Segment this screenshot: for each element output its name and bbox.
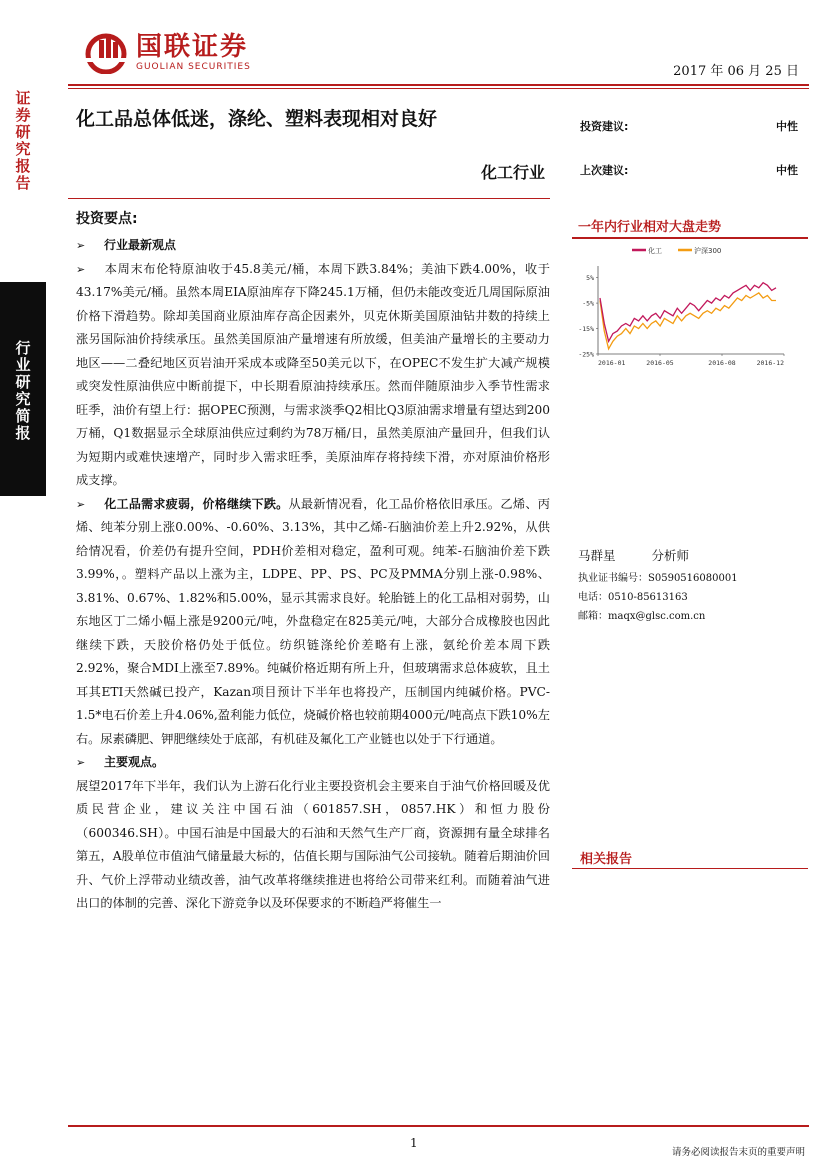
bullet-paragraph [76,258,550,493]
related-divider [572,868,808,869]
arrow-bullet-icon: ➢ [76,262,86,276]
series-line-csi300 [600,293,776,349]
logo-english-name: GUOLIAN SECURITIES [136,62,251,72]
bullet-paragraph [76,493,550,752]
main-content [76,208,550,916]
analyst-phone: 电话：0510-85613163 [578,592,688,603]
arrow-bullet-icon: ➢ [76,239,86,252]
bullet-heading: 行业最新观点 [104,238,177,252]
analyst-title: 分析师 [651,548,690,563]
analyst-block [578,546,738,626]
bullet-paragraph [76,234,550,258]
report-date: 2017 年 06 月 25 日 [673,64,799,79]
chart-title-divider [572,237,808,239]
y-tick-label: 5% [586,274,594,283]
analyst-cert: 执业证书编号：S0590516080001 [578,573,738,584]
x-tick-label: 2016-01 [598,359,626,367]
section-title: 投资要点: [76,211,138,227]
rating-label: 上次建议: [580,164,629,177]
paragraph-text: 从最新情况看，化工品价格依旧承压。乙烯、丙烯、纯苯分别上涨0.00%、-0.60%、3.13%，其中乙烯-石脑油价差上升2.92%，从供给情况看，价差仍有提升空间，PDH价差相对稳定，盈利可观。纯苯-石脑油价差下跌3.99%，。塑料产品以上涨为主，LDPE、PP、PS、PC及PMMA分别上涨-0.98%、3.81%、0.67%、1.82%和5.00%，显示其需求良好。轮胎链上的化工品相对弱势，山东地区丁二烯小幅上涨是9200元/吨，外盘稳定在825美元/吨，大部分合成橡胶也因此继续下跌，天胶价格仍处于低位。纺织链涤纶价差略有上涨，氨纶价差本周下跌2.92%，聚合MDI上涨至7.89%。纯碱价格近期有所上升，但玻璃需求总体疲软，且土耳其ETI天然碱已投产，Kazan项目预计下半年也将投产，压制国内纯碱价格。PVC-1.5*电石价差上升4.06%,盈利能力低位，烧碱价格也较前期4000元/吨高点下跌10%左右。尿素磷肥、钾肥继续处于底部，有机硅及氟化工产业链也以处于下行通道。 [76,496,550,746]
report-title: 化工品总体低迷，涤纶、塑料表现相对良好 [76,108,438,130]
legend-label: 化工 [648,247,662,255]
side-tab-report-type-label: 证券研究报告 [13,90,32,192]
bullet-heading: 化工品需求疲弱，价格继续下跌。 [104,496,289,511]
x-tick-label: 2016-08 [708,359,736,367]
bullet-paragraph [76,751,550,775]
rating-row [580,118,798,134]
x-tick-label: 2016-12 [756,359,784,367]
paragraph-text: 展望2017年下半年，我们认为上游石化行业主要投资机会主要来自于油气价格回暖及优质民营企业，建议关注中国石油（601857.SH，0857.HK）和恒力股份（600346.SH）。中国石油是中国最大的石油和天然气生产厂商，资源拥有量全球排名第五，A股单位市值油气储量最大标的，估值长期与国际油气公司接轨。随着后期油价回升、气价上浮带动业绩改善，油气改革将继续推进也将给公司带来红利。而随着油气进出口的体制的完善、深化下游竞争以及环保要求的不断趋严将催生一 [76,778,550,910]
chart-title: 一年内行业相对大盘走势 [578,220,722,235]
side-tab-report-type [0,68,46,266]
rating-value: 中性 [776,120,798,133]
industry-label: 化工行业 [480,163,545,182]
footer-divider [68,1125,809,1127]
rating-value: 中性 [776,164,798,177]
rating-label: 投资建议: [580,120,629,133]
y-tick-label: -5% [582,299,594,308]
x-tick-label: 2016-05 [646,359,674,367]
title-divider [68,198,550,199]
paragraph-text: 本周末布伦特原油收于45.8美元/桶，本周下跌3.84%；美油下跌4.00%，收于43.17%美元/桶。虽然本周EIA原油库存下降245.1万桶，但仍未能改变近几周国际原油价格下滑趋势。除却美国商业原油库存高企因素外，贝克休斯美国原油钻井数的持续上涨另国际油价持续承压。虽然美国原油产量增速有所放缓，但美油产量增长的主要动力地区——二叠纪地区页岩油开采成本或降至50美元以下，在OPEC不发生扩大减产规模或突发性原油供应中断前提下，中长期看原油持续承压。然而伴随原油步入季节性需求旺季，油价有望上行：据OPEC预测，与需求淡季Q2相比Q3原油需求增量有望达到200万桶，Q1数据显示全球原油供应过剩约为78万桶/日，虽然美原油产量回升，但我们认为短期内或难快速增产，同时步入需求旺季，美原油库存将持续下滑，亦对原油价格形成支撑。 [76,261,551,487]
header-divider-thin [68,88,809,89]
arrow-bullet-icon: ➢ [76,756,86,769]
analyst-name: 马群星 [578,548,616,563]
related-reports-title: 相关报告 [580,852,633,867]
arrow-bullet-icon: ➢ [76,497,86,511]
analyst-email: 邮箱：maqx@glsc.com.cn [578,611,706,622]
series-line-chemical [600,283,776,342]
page-number: 1 [410,1136,418,1150]
y-tick-label: -25% [578,350,594,359]
y-tick-label: -15% [578,325,594,334]
company-logo [84,30,251,74]
rating-row [580,162,798,178]
header-divider [68,84,809,86]
guolian-logo-icon [84,30,128,74]
side-tab-category-label: 行业研究简报 [13,340,32,442]
bullet-heading: 主要观点。 [104,755,165,769]
performance-chart [572,244,808,380]
legend-label: 沪深300 [694,247,722,255]
footer-disclaimer: 请务必阅读报告末页的重要声明 [671,1147,805,1158]
side-tab-category [0,282,46,496]
logo-chinese-name: 国联证券 [136,32,249,62]
